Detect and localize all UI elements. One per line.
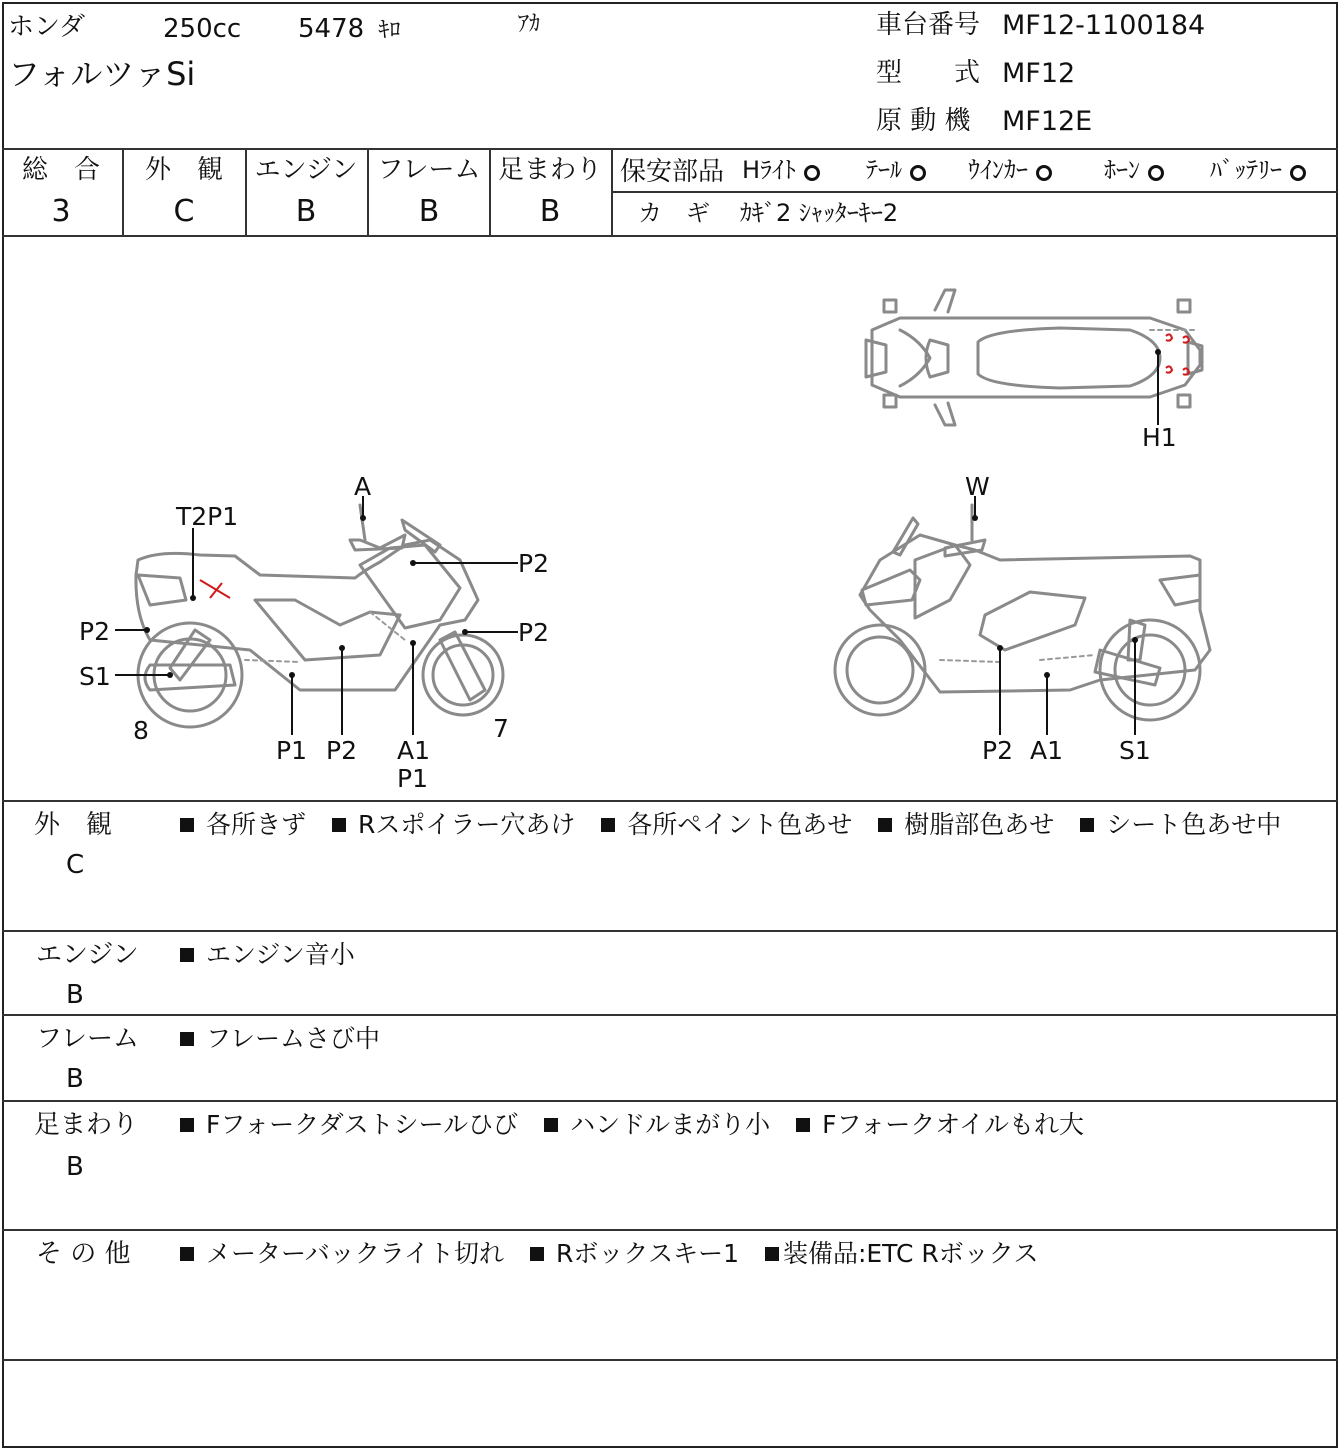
callout-h1: H1 — [1142, 423, 1177, 452]
key-value: ｶｷﾞ2 ｼｬｯﾀｰｷｰ2 — [740, 199, 899, 227]
bullet-icon — [332, 818, 346, 832]
section-other-label: そ の 他 — [36, 1239, 131, 1269]
safety-item-label: ｳｲﾝｶｰ — [968, 156, 1028, 184]
bullet-icon — [765, 1247, 779, 1261]
safety-title: 保安部品 — [620, 157, 725, 187]
defect-item: 各所ペイント色あせ — [627, 810, 853, 839]
grade-frame-label: フレーム — [377, 155, 481, 185]
callout-p1-floor: P1 — [276, 736, 307, 765]
safety-item-label: Hﾗｲﾄ — [742, 156, 797, 184]
grade-engine-label: エンジン — [254, 155, 358, 185]
defect-item: 各所きず — [206, 810, 307, 839]
callout-p1-left: P1 — [397, 764, 428, 793]
ok-mark-icon — [910, 165, 926, 181]
divider — [2, 800, 1338, 802]
grade-engine-value: B — [295, 194, 317, 229]
scooter-right-view — [835, 505, 1210, 720]
defect-item: シート色あせ中 — [1106, 810, 1282, 839]
grade-suspension-value: B — [539, 194, 561, 229]
section-exterior-label: 外 観 — [34, 810, 113, 840]
bullet-icon — [180, 1247, 194, 1261]
ok-mark-icon — [1148, 165, 1164, 181]
bullet-icon — [878, 818, 892, 832]
leader-dot — [1155, 349, 1161, 355]
bullet-icon — [544, 1118, 558, 1132]
maker-name: ホンダ — [8, 12, 85, 42]
section-exterior-items — [180, 812, 1299, 837]
defect-item: Rボックスキー1 — [555, 1239, 739, 1268]
engine-model: MF12E — [1002, 106, 1093, 137]
safety-item-battery — [1210, 158, 1306, 182]
callout-p2-fender: P2 — [518, 618, 549, 647]
callout-a1-right: A1 — [1030, 736, 1064, 765]
divider — [2, 1100, 1338, 1102]
callout-t2p1: T2P1 — [176, 502, 239, 531]
scooter-top-view — [866, 290, 1202, 425]
section-engine-items — [180, 942, 373, 967]
top-view-damage-marks — [1166, 334, 1189, 374]
mileage-value: 5478 — [298, 14, 365, 44]
section-suspension-items — [180, 1112, 1102, 1137]
grade-suspension-label: 足まわり — [497, 155, 602, 185]
defect-item: Fフォークオイルもれ大 — [822, 1110, 1084, 1139]
callout-a1-left: A1 — [397, 736, 431, 765]
defect-item: フレームさび中 — [206, 1024, 381, 1053]
divider — [2, 1229, 1338, 1231]
scooter-left-view — [136, 502, 503, 727]
model-name: フォルツァSi — [8, 55, 196, 93]
bullet-icon — [180, 1032, 194, 1046]
safety-item-horn — [1104, 158, 1164, 182]
callout-p2-floor: P2 — [326, 736, 357, 765]
callout-s1-right: S1 — [1119, 736, 1151, 765]
left-view-damage-mark — [200, 580, 230, 598]
type-label: 型 式 — [876, 58, 981, 88]
key-label: カ ギ — [638, 199, 710, 227]
grade-overall-value: 3 — [51, 194, 71, 229]
safety-item-tail — [866, 158, 926, 182]
divider — [2, 1359, 1338, 1361]
section-engine-grade: B — [66, 980, 84, 1010]
section-frame-items — [180, 1026, 398, 1051]
grade-exterior-label: 外 観 — [144, 155, 223, 185]
bullet-icon — [180, 818, 194, 832]
section-other-items — [180, 1241, 1057, 1266]
defect-item: Rスポイラー穴あけ — [357, 810, 576, 839]
grade-overall-label: 総 合 — [21, 155, 100, 185]
defect-item: 装備品:ETC Rボックス — [782, 1239, 1039, 1268]
color: ｱｶ — [518, 12, 541, 37]
ok-mark-icon — [1036, 165, 1052, 181]
section-exterior-grade: C — [66, 850, 85, 880]
section-frame-grade: B — [66, 1064, 84, 1094]
safety-item-winker — [968, 158, 1052, 182]
safety-item-label: ﾎｰﾝ — [1104, 156, 1140, 184]
defect-item: Fフォークダストシールひび — [206, 1110, 519, 1139]
bullet-icon — [530, 1247, 544, 1261]
section-suspension-label: 足まわり — [34, 1110, 139, 1140]
safety-item-headlight — [742, 158, 820, 182]
frame-number-label: 車台番号 — [876, 10, 981, 40]
section-engine-label: エンジン — [36, 940, 139, 970]
section-frame-label: フレーム — [36, 1024, 139, 1054]
callout-w: W — [965, 472, 990, 501]
callout-tire-rear: 8 — [133, 716, 149, 745]
type-value: MF12 — [1002, 58, 1076, 89]
divider — [611, 191, 1338, 193]
displacement: 250cc — [163, 14, 242, 44]
divider — [2, 930, 1338, 932]
bullet-icon — [1080, 818, 1094, 832]
grade-exterior-value: C — [173, 194, 195, 229]
bullet-icon — [180, 1118, 194, 1132]
callout-p2-right: P2 — [982, 736, 1013, 765]
safety-item-label: ﾃｰﾙ — [866, 156, 902, 184]
frame-number: MF12-1100184 — [1002, 10, 1206, 41]
divider — [2, 1014, 1338, 1016]
safety-item-label: ﾊﾞｯﾃﾘｰ — [1210, 156, 1282, 184]
mileage — [298, 16, 400, 42]
section-suspension-grade: B — [66, 1152, 84, 1182]
ok-mark-icon — [804, 165, 820, 181]
callout-p2-front: P2 — [518, 549, 549, 578]
bullet-icon — [601, 818, 615, 832]
mileage-unit: ｷﾛ — [378, 18, 401, 43]
left-view-leaders — [115, 496, 518, 735]
defect-item: 樹脂部色あせ — [904, 810, 1055, 839]
bullet-icon — [180, 948, 194, 962]
callout-s1-left: S1 — [79, 662, 111, 691]
defect-item: ハンドルまがり小 — [570, 1110, 771, 1139]
callout-p2-rear: P2 — [79, 617, 110, 646]
bullet-icon — [796, 1118, 810, 1132]
defect-item: エンジン音小 — [206, 940, 355, 969]
ok-mark-icon — [1290, 165, 1306, 181]
engine-model-label: 原 動 機 — [876, 106, 971, 136]
grade-frame-value: B — [418, 194, 440, 229]
divider — [2, 148, 1338, 150]
callout-tire-front: 7 — [493, 714, 509, 743]
callout-a: A — [354, 472, 372, 501]
defect-item: メーターバックライト切れ — [206, 1239, 505, 1268]
